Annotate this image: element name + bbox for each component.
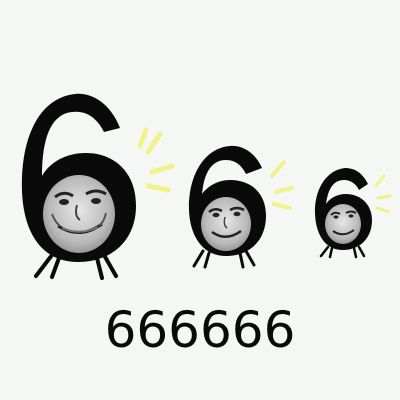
six-character-medium bbox=[189, 146, 292, 267]
sparkle-icon bbox=[140, 130, 172, 190]
sparkle-icon bbox=[376, 176, 390, 212]
six-character-small bbox=[315, 168, 390, 257]
trollface-icon bbox=[43, 175, 115, 253]
six-character-large bbox=[22, 94, 172, 278]
caption-text: 666666 bbox=[104, 301, 296, 359]
trollface-icon bbox=[325, 204, 361, 244]
sparkle-icon bbox=[272, 162, 292, 208]
trollface-icon bbox=[201, 197, 251, 251]
